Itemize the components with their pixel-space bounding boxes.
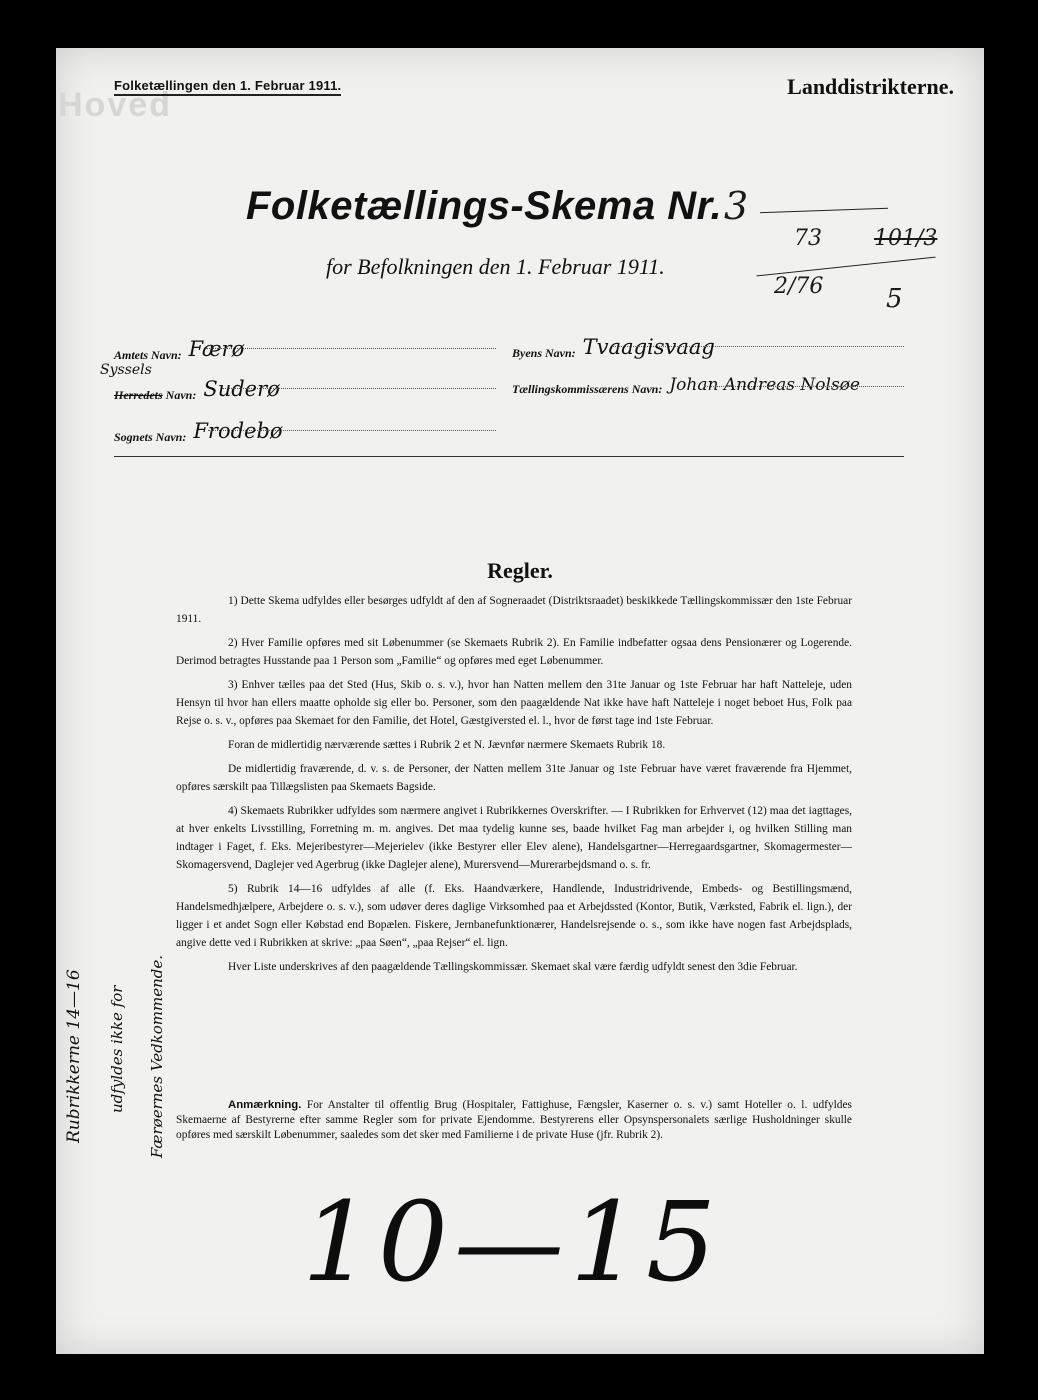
field-kommissaer-dots — [704, 386, 904, 387]
field-sogn — [114, 419, 283, 446]
field-amt — [114, 337, 245, 364]
margin-note-1: 73 — [794, 226, 822, 251]
margin-vertical-3: Færøernes Vedkommende. — [148, 954, 166, 1158]
field-byen-label: Byens Navn: — [512, 346, 576, 360]
header-district-type: Landdistrikterne. — [787, 74, 954, 99]
field-sogn-label: Sognets Navn: — [114, 430, 187, 444]
margin-note-2: 101/3 — [874, 226, 938, 251]
form-number: 3 — [724, 184, 749, 228]
margin-note-4: 5 — [886, 284, 903, 314]
field-sogn-dots — [208, 430, 496, 431]
field-herred-dots — [222, 388, 496, 389]
field-byen — [512, 335, 715, 362]
margin-vertical-1: Rubrikkerne 14—16 — [64, 969, 84, 1143]
form-subtitle: for Befolkningen den 1. Februar 1911. — [326, 254, 665, 279]
field-byen-value: Tvaagisvaag — [582, 335, 715, 359]
form-number-line — [760, 208, 888, 213]
form-title: Folketællings-Skema Nr. — [246, 184, 723, 228]
field-amt-dots — [206, 348, 496, 349]
field-herred-label: Navn: — [165, 388, 197, 402]
field-kommissaer — [512, 375, 860, 398]
field-sogn-value: Frodebø — [193, 419, 283, 443]
rule-paragraph: 3) Enhver tælles paa det Sted (Hus, Skib o. s. v.), hvor han Natten mellem den 31te Januar og 1ste Februar har haft Natteleje, uden Hensyn til hvor han ellers maatte opholde sig eller bo. Personer, som den paagældende Nat ikke have haft Natteleje i noget beboet Hus, Folk paa Rejse o. s. v., opføres paa Skemaet for den Familie, det Hotel, Gæstgiversted el. l., hvor de først tage ind 1ste Februar. — [176, 679, 852, 727]
handwritten-range: 10—15 — [302, 1178, 722, 1306]
fields-divider — [114, 456, 904, 457]
field-herred-correction: Syssels — [100, 362, 152, 378]
annotation-label: Anmærkning. — [228, 1099, 302, 1111]
field-byen-dots — [612, 346, 904, 347]
census-form-page — [56, 48, 984, 1354]
field-herred-label-struck: Herredets — [114, 388, 163, 402]
rule-paragraph: Hver Liste underskrives af den paagældende Tællingskommissær. Skemaet skal være færdig udfyldt senest den 3die Februar. — [228, 961, 798, 973]
rule-paragraph: De midlertidig fraværende, d. v. s. de Personer, der Natten mellem 31te Januar og 1ste Februar have været fraværende fra Hjemmet, opføres særskilt paa Tillægslisten paa Skemaets Bagside. — [176, 763, 852, 793]
annotation-text: For Anstalter til offentlig Brug (Hospitaler, Fattighuse, Fængsler, Kaserner o. s. v.) samt Hoteller o. l. udfyldes Skemaerne af Bestyrerne efter samme Regler som for private Ejendomme. Bestyrerens eller Opsynspersonalets særlige Husholdninger skulle opføres med særskilt Løbenummer, saaledes som det sker med Familierne i de private Huse (jfr. Rubrik 2). — [176, 1099, 852, 1141]
field-herred-value: Suderø — [203, 377, 280, 401]
field-amt-value: Færø — [188, 337, 245, 361]
field-amt-label: Amtets Navn: — [114, 348, 182, 362]
annotation-note — [176, 1098, 852, 1143]
faded-stamp: Hoved — [58, 86, 172, 124]
field-herred — [114, 377, 280, 404]
field-kommissaer-label: Tællingskommissærens Navn: — [512, 382, 663, 396]
header-census-date: Folketællingen den 1. Februar 1911. — [114, 78, 341, 96]
rule-paragraph: 1) Dette Skema udfyldes eller besørges udfyldt af den af Sogneraadet (Distriktsraadet) beskikkede Tællingskommissær den 1ste Februar 1911. — [176, 595, 852, 625]
rule-paragraph: 4) Skemaets Rubrikker udfyldes som nærmere angivet i Rubrikkernes Overskrifter. — I Rubrikken for Erhvervet (12) maa det iagttages, at hver enkelts Livsstilling, Forretning m. m. angives. Det maa tydelig kunne ses, baade hvilket Fag man arbejder i, og hvilken Stilling man indtager i Faget, f. Eks. Mejeribestyrer—Mejerielev (ikke Bestyrer eller Elev alene), Handelsgartner—Herregaardsgartner, Skomagermester—Skomagersvend, Daglejer ved Agerbrug (ikke Daglejer alene), Murersvend—Murerarbejdsmand o. s. fr. — [176, 805, 852, 871]
rules-heading: Regler. — [487, 558, 553, 583]
field-kommissaer-value: Johan Andreas Nolsøe — [669, 375, 860, 395]
rule-paragraph: 5) Rubrik 14—16 udfyldes af alle (f. Eks. Haandværkere, Handlende, Industridrivende, Embeds- og Bestillingsmænd, Handelsmedhjælpere, Arbejdere o. s. v.), som udøver deres daglige Virksomhed paa et Arbejdssted (Kontor, Butik, Værksted, Fabrik el. lign.), der ligger i et andet Sogn eller Købstad end Bopælen. Fiskere, Jernbanefunktionærer, Handelsrejsende o. s., som ikke have nogen fast Arbejdsplads, angive dette ved i Rubrikken at skrive: „paa Søen“, „paa Rejser“ el. lign. — [176, 883, 852, 949]
rule-paragraph: 2) Hver Familie opføres med sit Løbenummer (se Skemaets Rubrik 2). En Familie indbefatter ogsaa dens Pensionærer og Logerende. Derimod betragtes Husstande paa 1 Person som „Familie“ og opføres med eget Løbenummer. — [176, 637, 852, 667]
margin-vertical-2: udfyldes ikke for — [108, 985, 126, 1113]
margin-note-3: 2/76 — [774, 274, 824, 299]
rules-body — [176, 592, 852, 982]
rule-paragraph: Foran de midlertidig nærværende sættes i Rubrik 2 et N. Jævnfør nærmere Skemaets Rubrik 18. — [228, 739, 666, 751]
